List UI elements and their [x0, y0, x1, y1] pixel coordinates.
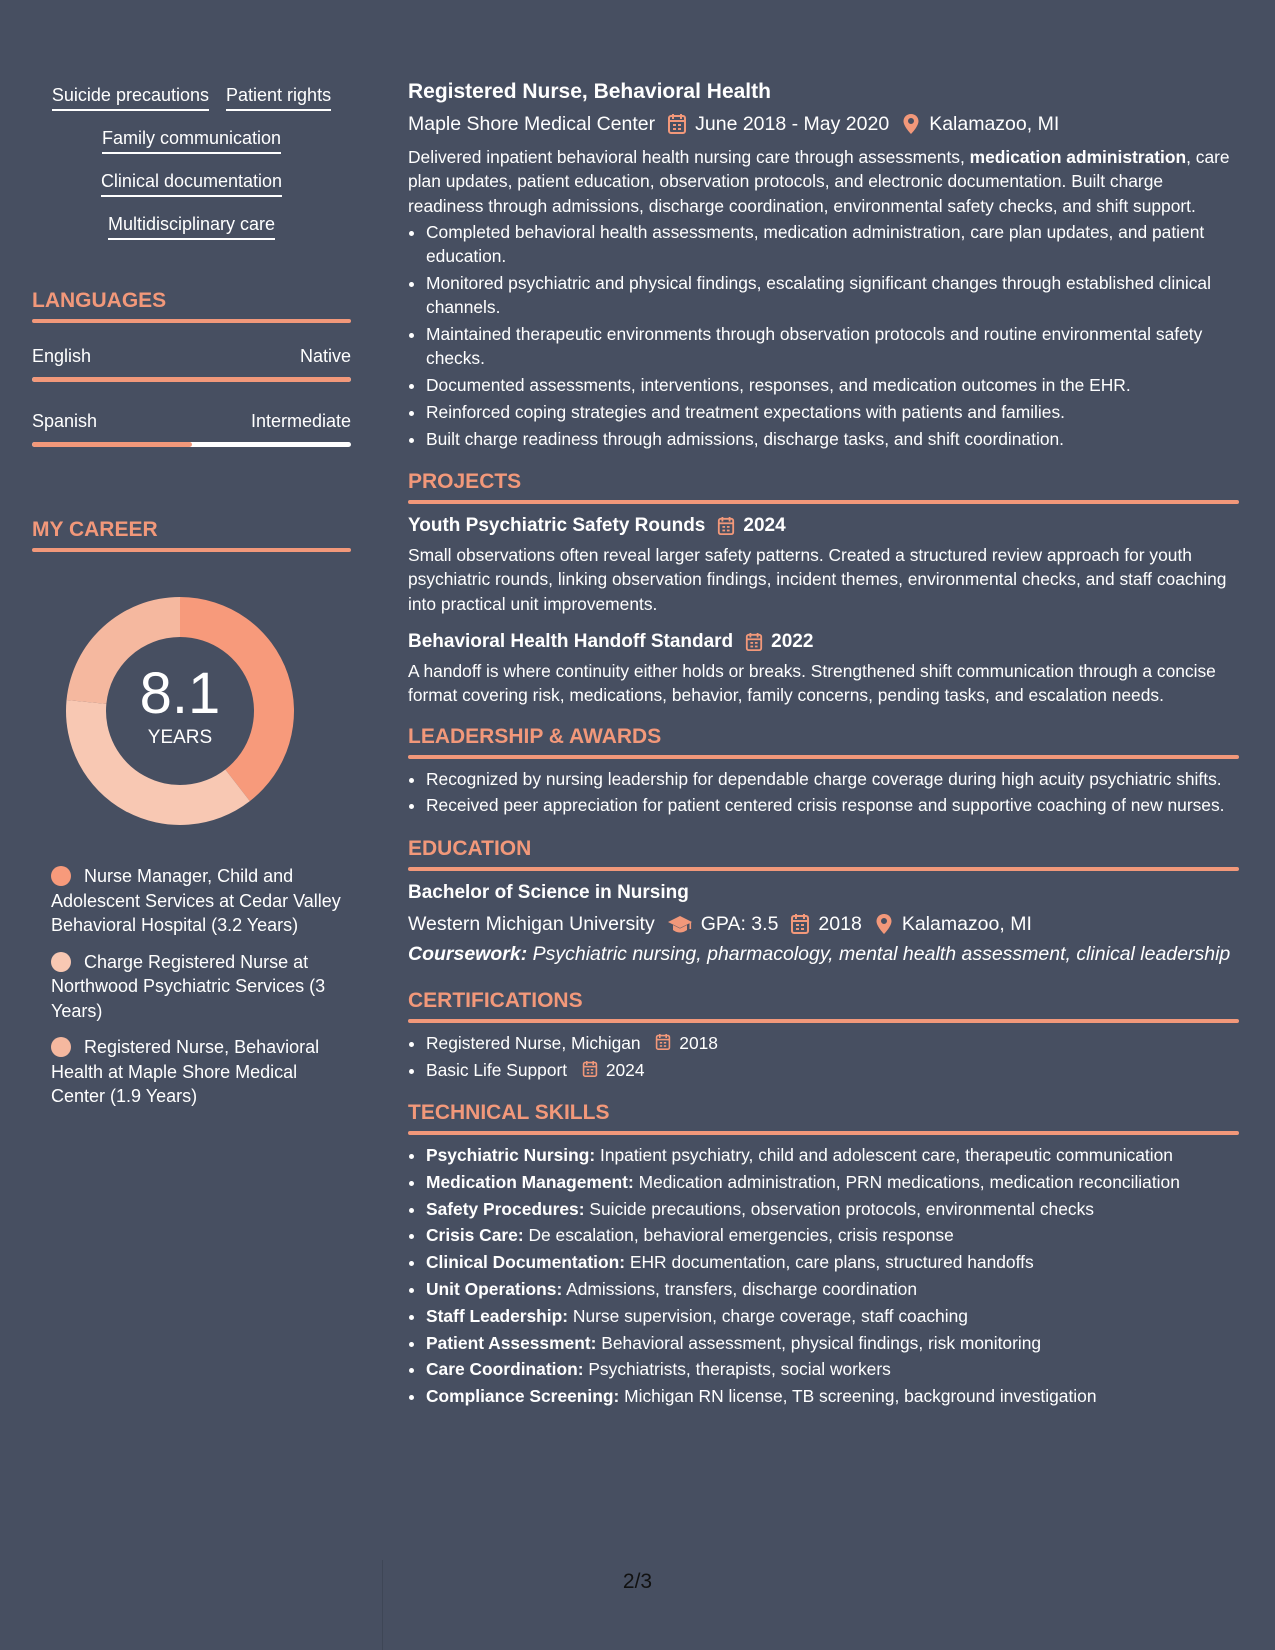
- legend-dot: [51, 952, 71, 972]
- coursework: [408, 942, 1239, 966]
- calendar-icon: [667, 113, 687, 135]
- leadership-heading: LEADERSHIP & AWARDS: [408, 724, 662, 748]
- leadership-bullets: [408, 767, 1239, 818]
- skill-tag: Clinical documentation: [101, 170, 282, 197]
- languages-heading: LANGUAGES: [32, 289, 167, 312]
- skill-label: Psychiatric Nursing:: [426, 1145, 596, 1166]
- skill-tag: Suicide precautions: [52, 84, 209, 111]
- skill-item: [426, 1384, 1239, 1408]
- summary-text: , care plan updates, patient education, observation protocols, and electronic documentation. Built charge readiness through admissions, discharge coordination, environmental safety checks, and shift support.: [408, 147, 1230, 216]
- skill-value: Michigan RN license, TB screening, background investigation: [624, 1386, 1097, 1407]
- project-title: [408, 630, 1239, 654]
- language-row: [32, 410, 351, 432]
- skill-item: [426, 1331, 1239, 1355]
- section-rule: [408, 1019, 1239, 1023]
- coursework-text: Psychiatric nursing, pharmacology, mental health assessment, clinical leadership: [532, 942, 1231, 965]
- skill-label: Care Coordination:: [426, 1359, 584, 1380]
- legend-dot: [51, 866, 71, 886]
- project-description: Small observations often reveal larger safety patterns. Created a structured review approach for youth psychiatric rounds, linking observation findings, incident themes, environmental checks, and staff coaching into practical unit improvements.: [408, 545, 1227, 614]
- career-total-value: 8.1: [139, 661, 221, 726]
- summary-text: Delivered inpatient behavioral health nursing care through assessments,: [408, 147, 970, 167]
- job-bullet: • Completed behavioral health assessments, medication administration, care plan updates, and patient education.: [426, 220, 1239, 269]
- legend-label: Charge Registered Nurse at Northwood Psychiatric Services (3 Years): [51, 951, 326, 1021]
- project-year: 2022: [771, 630, 814, 652]
- left-column: [32, 84, 351, 1121]
- section-rule: [408, 867, 1239, 871]
- legend-label: Registered Nurse, Behavioral Health at Maple Shore Medical Center (1.9 Years): [51, 1037, 320, 1106]
- skill-label: Unit Operations:: [426, 1279, 563, 1300]
- education-meta: [408, 911, 1239, 937]
- job-bullet: • Reinforced coping strategies and treatment expectations with patients and families.: [426, 400, 1239, 424]
- language-level: Intermediate: [250, 411, 351, 431]
- skill-tag: Family communication: [102, 127, 281, 154]
- donut-center-label: [65, 661, 295, 750]
- skill-label: Clinical Documentation:: [426, 1252, 626, 1273]
- job-summary: [408, 145, 1239, 218]
- projects-section: [408, 469, 1239, 707]
- skill-item: [426, 1143, 1239, 1167]
- section-rule: [32, 548, 351, 552]
- job-bullet: • Built charge readiness through admissions, discharge tasks, and shift coordination.: [426, 427, 1239, 451]
- skill-tag: Patient rights: [226, 84, 331, 111]
- skill-value: Inpatient psychiatry, child and adolescent care, therapeutic communication: [599, 1145, 1173, 1166]
- skill-value: De escalation, behavioral emergencies, crisis response: [528, 1225, 954, 1246]
- skill-item: [426, 1197, 1239, 1221]
- leadership-bullet: • Recognized by nursing leadership for dependable charge coverage during high acuity psychiatric shifts.: [426, 767, 1239, 791]
- job-dates: June 2018 - May 2020: [695, 113, 890, 135]
- language-level-bar: [32, 377, 351, 382]
- projects-heading: PROJECTS: [408, 470, 522, 494]
- skill-item: [426, 1223, 1239, 1247]
- education-year: 2018: [818, 912, 862, 935]
- skill-label: Staff Leadership:: [426, 1305, 569, 1326]
- skill-value: Behavioral assessment, physical findings, risk monitoring: [601, 1332, 1042, 1353]
- leadership-section: [408, 724, 1239, 818]
- education-section: [408, 836, 1239, 966]
- degree-name: Bachelor of Science in Nursing: [408, 881, 689, 903]
- skill-item: [426, 1170, 1239, 1194]
- section-rule: [408, 1131, 1239, 1135]
- career-heading: MY CAREER: [32, 518, 158, 541]
- education-gpa: GPA: 3.5: [700, 912, 779, 935]
- certification-item: [426, 1031, 1239, 1055]
- certifications-heading: CERTIFICATIONS: [408, 988, 583, 1012]
- calendar-icon: [790, 913, 810, 935]
- project-title: [408, 514, 1239, 538]
- career-legend-item: [51, 1035, 341, 1109]
- skill-tags: [32, 84, 351, 240]
- skill-item: [426, 1250, 1239, 1274]
- technical-skills-heading: TECHNICAL SKILLS: [408, 1101, 610, 1125]
- coursework-label: Coursework:: [408, 942, 528, 965]
- job-meta: [408, 111, 1239, 137]
- job-bullet: • Maintained therapeutic environments through observation protocols and routine environmental safety checks.: [426, 322, 1239, 371]
- education-location: Kalamazoo, MI: [901, 912, 1032, 935]
- language-level: Native: [299, 346, 351, 366]
- skill-label: Patient Assessment:: [426, 1332, 597, 1353]
- legend-dot: [51, 1037, 71, 1057]
- leadership-bullet: • Received peer appreciation for patient centered crisis response and supportive coaching of new nurses.: [426, 793, 1239, 817]
- skill-value: Psychiatrists, therapists, social workers: [588, 1359, 891, 1380]
- language-name: English: [32, 346, 92, 366]
- calendar-icon: [717, 516, 735, 536]
- section-rule: [32, 319, 351, 323]
- experience-entry: [408, 79, 1239, 451]
- education-heading: EDUCATION: [408, 836, 532, 860]
- degree-title: [408, 881, 1239, 905]
- skill-item: [426, 1304, 1239, 1328]
- job-location: Kalamazoo, MI: [929, 113, 1060, 135]
- project-name: Behavioral Health Handoff Standard: [408, 630, 734, 652]
- language-level-fill: [32, 442, 192, 447]
- certification-list: [408, 1031, 1239, 1082]
- certification-item: [426, 1058, 1239, 1082]
- location-pin-icon: [901, 113, 921, 135]
- summary-bold: medication administration: [969, 147, 1187, 167]
- job-title: Registered Nurse, Behavioral Health: [408, 80, 771, 103]
- calendar-icon: [655, 1033, 671, 1051]
- skill-value: EHR documentation, care plans, structured handoffs: [629, 1252, 1034, 1273]
- skill-value: Suicide precautions, observation protocols, environmental checks: [589, 1198, 1094, 1219]
- job-bullets: [408, 220, 1239, 451]
- project-description: A handoff is where continuity either holds or breaks. Strengthened shift communication through a concise format covering risk, medications, behavior, family concerns, pending tasks, and escalation needs.: [408, 660, 1216, 706]
- career-legend-item: [51, 950, 341, 1024]
- skill-item: [426, 1357, 1239, 1381]
- skill-value: Nurse supervision, charge coverage, staff coaching: [572, 1305, 968, 1326]
- skill-label: Compliance Screening:: [426, 1386, 620, 1407]
- skill-label: Safety Procedures:: [426, 1198, 585, 1219]
- certification-name: Registered Nurse, Michigan: [426, 1032, 641, 1053]
- certifications-section: [408, 988, 1239, 1082]
- school-name: Western Michigan University: [408, 912, 655, 935]
- career-legend-item: [51, 864, 341, 938]
- legend-label: Nurse Manager, Child and Adolescent Services at Cedar Valley Behavioral Hospital (3.2 Years): [51, 866, 341, 935]
- skill-tag: Multidisciplinary care: [108, 213, 275, 240]
- skill-list: [408, 1143, 1239, 1408]
- technical-skills-section: [408, 1100, 1239, 1408]
- right-column: [408, 79, 1239, 1411]
- certification-name: Basic Life Support: [426, 1059, 568, 1080]
- skill-label: Crisis Care:: [426, 1225, 524, 1246]
- project-year: 2024: [743, 515, 786, 537]
- certification-year: 2018: [679, 1032, 718, 1053]
- language-row: [32, 345, 351, 367]
- graduation-cap-icon: [667, 913, 693, 935]
- career-legend: [32, 864, 341, 1109]
- skill-value: Admissions, transfers, discharge coordination: [566, 1279, 917, 1300]
- calendar-icon: [582, 1060, 598, 1078]
- languages-section: [32, 288, 351, 447]
- career-section: [32, 517, 351, 1109]
- section-rule: [408, 500, 1239, 504]
- career-total-unit: YEARS: [147, 727, 213, 748]
- skill-label: Medication Management:: [426, 1171, 634, 1192]
- language-name: Spanish: [32, 411, 98, 431]
- certification-year: 2024: [605, 1059, 645, 1080]
- skill-value: Medication administration, PRN medications, medication reconciliation: [638, 1171, 1180, 1192]
- career-donut-chart: [65, 596, 295, 826]
- project-name: Youth Psychiatric Safety Rounds: [408, 515, 706, 537]
- language-level-fill: [32, 377, 351, 382]
- page-number: 2/3: [622, 1570, 653, 1593]
- location-pin-icon: [874, 913, 894, 935]
- calendar-icon: [745, 632, 763, 652]
- skill-item: [426, 1277, 1239, 1301]
- language-level-bar: [32, 442, 351, 447]
- job-bullet: • Documented assessments, interventions, responses, and medication outcomes in the EHR.: [426, 373, 1239, 397]
- section-rule: [408, 755, 1239, 759]
- company-name: Maple Shore Medical Center: [408, 113, 656, 135]
- job-bullet: • Monitored psychiatric and physical findings, escalating significant changes through established clinical channels.: [426, 271, 1239, 320]
